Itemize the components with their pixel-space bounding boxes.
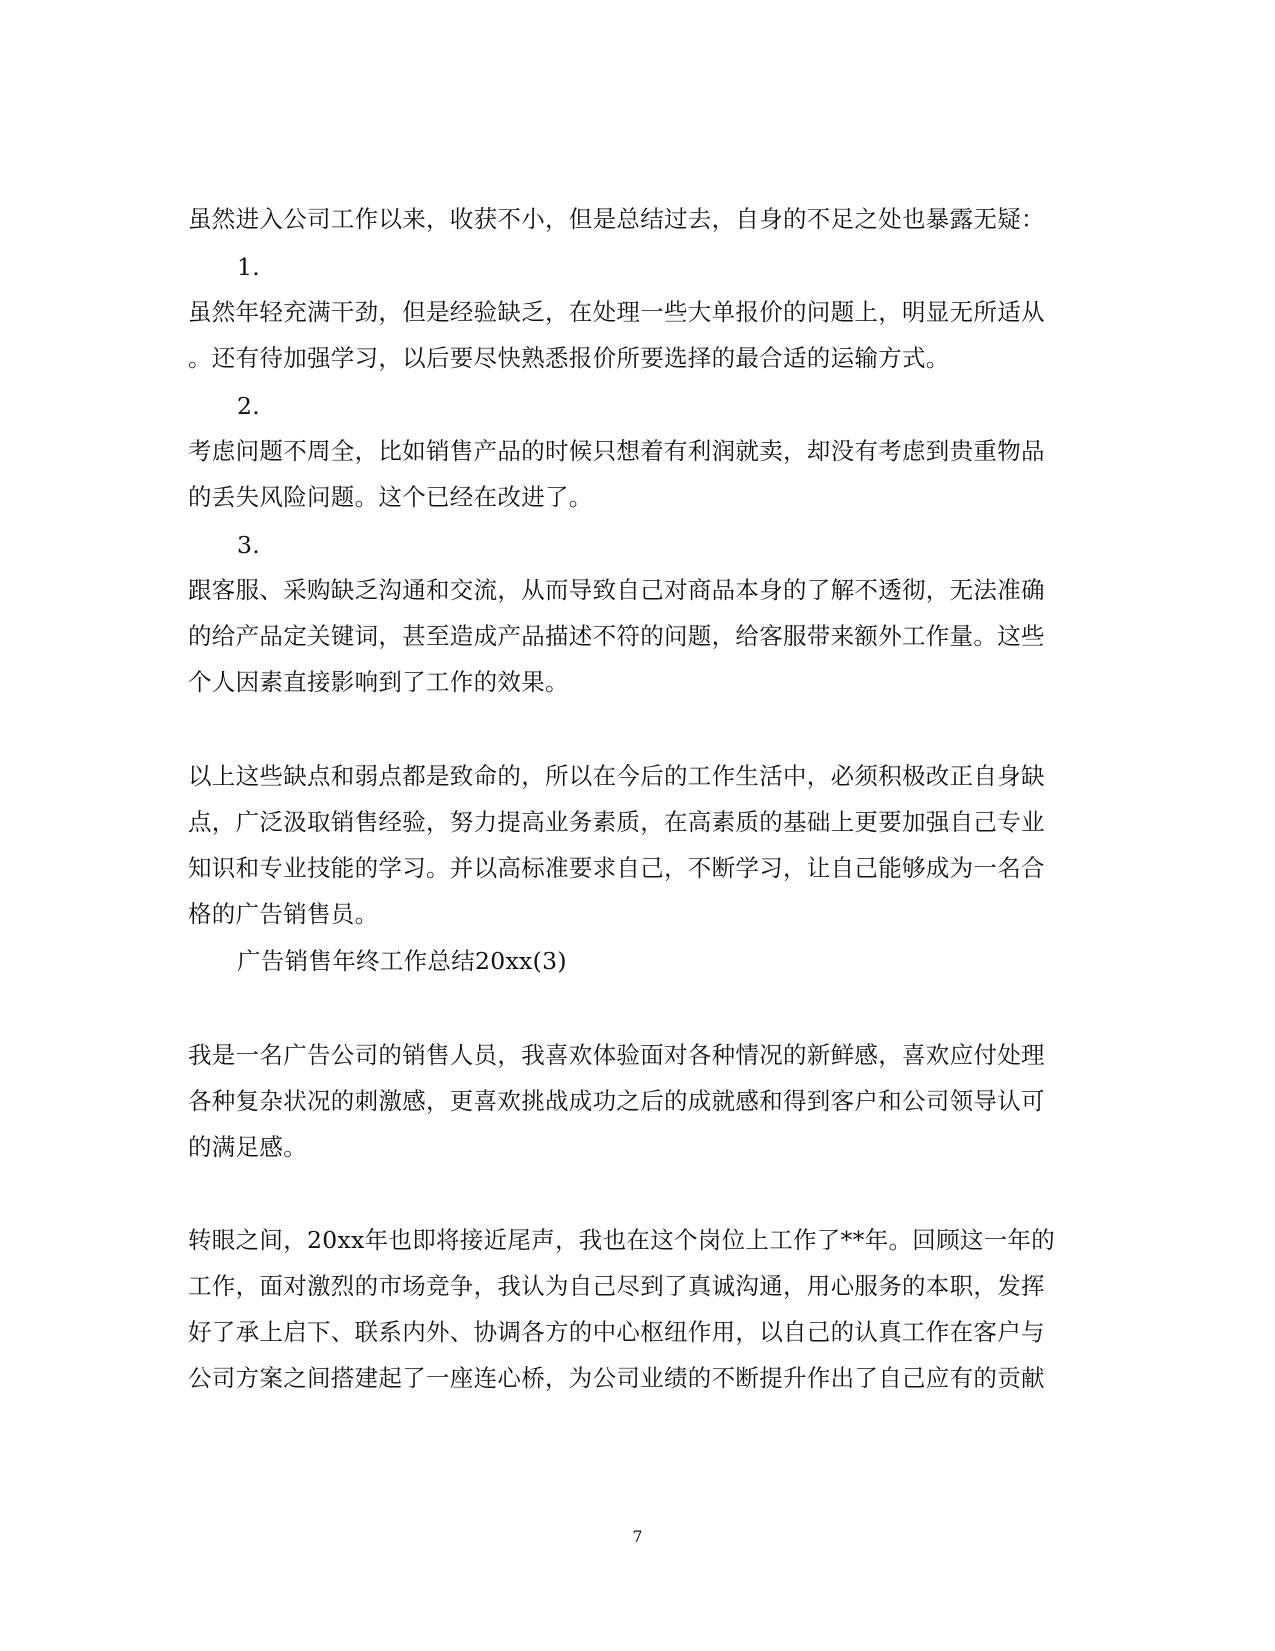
body-text-line: 跟客服、采购缺乏沟通和交流，从而导致自己对商品本身的了解不透彻，无法准确 [188, 576, 1045, 604]
section-heading: 广告销售年终工作总结20xx(3) [237, 947, 567, 975]
body-text-line: 格的广告销售员。 [188, 900, 379, 928]
body-text-line: 以上这些缺点和弱点都是致命的，所以在今后的工作生活中，必须积极改正自身缺 [188, 762, 1045, 790]
body-text-line: 虽然进入公司工作以来，收获不小，但是总结过去，自身的不足之处也暴露无疑： [188, 205, 1045, 233]
list-item-number: 3. [237, 531, 261, 559]
list-item-number: 1. [237, 253, 261, 281]
body-text-line: 的满足感。 [188, 1133, 307, 1161]
body-text-line: 转眼之间，20xx年也即将接近尾声，我也在这个岗位上工作了**年。回顾这一年的 [188, 1226, 1056, 1254]
body-text-line: 考虑问题不周全，比如销售产品的时候只想着有利润就卖，却没有考虑到贵重物品 [188, 437, 1045, 465]
body-text-line: 点，广泛汲取销售经验，努力提高业务素质，在高素质的基础上更要加强自己专业 [188, 808, 1045, 836]
body-text-line: 知识和专业技能的学习。并以高标准要求自己，不断学习，让自己能够成为一名合 [188, 854, 1045, 882]
page-number: 7 [632, 1527, 643, 1546]
body-text-line: 各种复杂状况的刺激感，更喜欢挑战成功之后的成就感和得到客户和公司领导认可 [188, 1087, 1045, 1115]
body-text-line: 好了承上启下、联系内外、协调各方的中心枢纽作用，以自己的认真工作在客户与 [188, 1318, 1045, 1346]
body-text-line: 虽然年轻充满干劲，但是经验缺乏，在处理一些大单报价的问题上，明显无所适从 [188, 298, 1045, 326]
body-text-line: 的给产品定关键词，甚至造成产品描述不符的问题，给客服带来额外工作量。这些 [188, 622, 1045, 650]
body-text-line: 我是一名广告公司的销售人员，我喜欢体验面对各种情况的新鲜感，喜欢应付处理 [188, 1041, 1045, 1069]
body-text-line: 公司方案之间搭建起了一座连心桥，为公司业绩的不断提升作出了自己应有的贡献 [188, 1364, 1045, 1392]
body-text-line: 。还有待加强学习，以后要尽快熟悉报价所要选择的最合适的运输方式。 [188, 344, 950, 372]
body-text-line: 工作，面对激烈的市场竞争，我认为自己尽到了真诚沟通，用心服务的本职，发挥 [188, 1272, 1045, 1300]
body-text-line: 个人因素直接影响到了工作的效果。 [188, 668, 569, 696]
body-text-line: 的丢失风险问题。这个已经在改进了。 [188, 483, 593, 511]
list-item-number: 2. [237, 392, 261, 420]
